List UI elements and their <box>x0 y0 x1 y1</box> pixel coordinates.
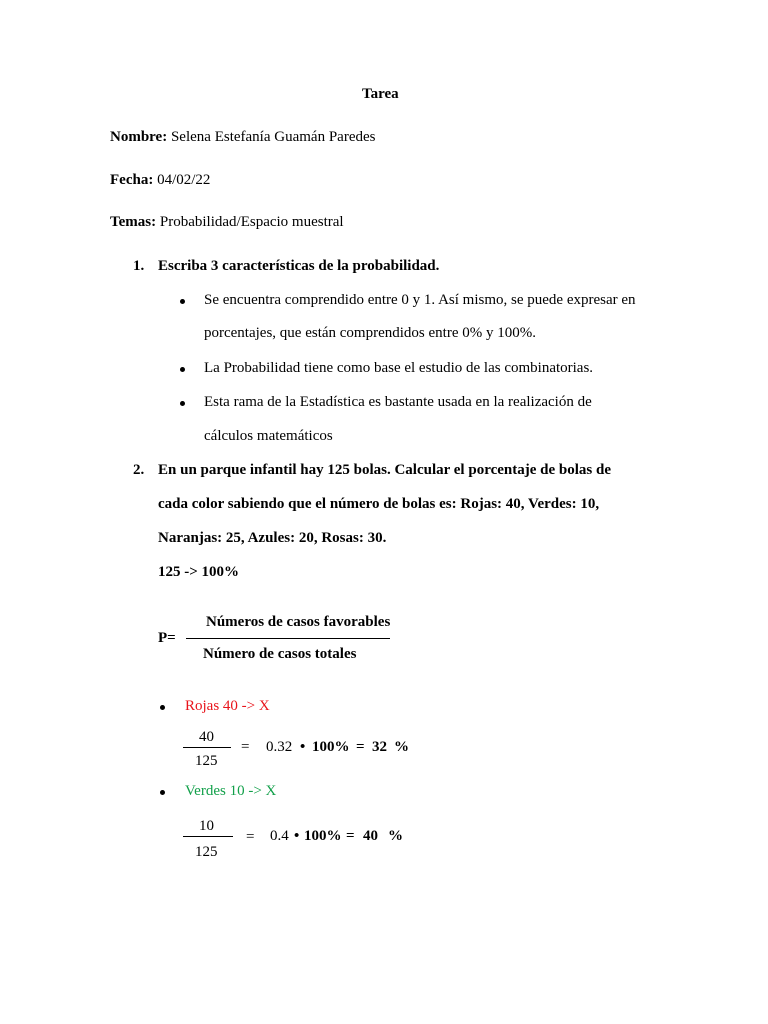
verdes-percent: % <box>388 828 403 844</box>
q1-bullet-3-line2: cálculos matemáticos <box>204 428 333 444</box>
temas-label: Temas: <box>110 214 157 230</box>
bullet-icon <box>160 790 165 795</box>
rojas-equals: = <box>241 739 250 755</box>
temas-row <box>110 215 344 230</box>
fraction-bar <box>183 836 233 837</box>
q2-line4: 125 -> 100% <box>158 564 240 580</box>
formula-lhs: P= <box>158 630 176 646</box>
verdes-numerator: 10 <box>199 818 214 834</box>
rojas-numerator: 40 <box>199 729 214 745</box>
rojas-result: 32 <box>372 739 387 755</box>
verdes-label: Verdes 10 -> X <box>185 783 277 799</box>
bullet-icon <box>160 705 165 710</box>
rojas-equals-2: = <box>356 739 365 755</box>
verdes-result: 40 <box>363 828 378 844</box>
bullet-icon <box>180 401 185 406</box>
q1-bullet-3-line1: Esta rama de la Estadística es bastante usada en la realización de <box>204 394 592 410</box>
fecha-value: 04/02/22 <box>157 172 211 188</box>
q1-number: 1. <box>133 258 145 274</box>
rojas-ratio: 0.32 <box>266 739 293 755</box>
fraction-bar <box>186 638 390 639</box>
temas-value: Probabilidad/Espacio muestral <box>159 214 344 230</box>
fecha-label: Fecha: <box>110 172 154 188</box>
q2-line1: En un parque infantil hay 125 bolas. Calcular el porcentaje de bolas de <box>158 462 611 478</box>
nombre-label: Nombre: <box>110 129 168 145</box>
page-title: Tarea <box>362 86 399 102</box>
q2-number: 2. <box>133 462 145 478</box>
verdes-hundred-percent: 100% <box>304 828 342 844</box>
q2-line2: cada color sabiendo que el número de bolas es: Rojas: 40, Verdes: 10, <box>158 496 600 512</box>
q1-text: Escriba 3 características de la probabilidad. <box>158 258 440 274</box>
verdes-equals-2: = <box>346 828 355 844</box>
rojas-denominator: 125 <box>195 753 218 769</box>
verdes-equals: = <box>246 829 255 845</box>
rojas-percent: % <box>394 739 409 755</box>
q1-bullet-1-line1: Se encuentra comprendido entre 0 y 1. Así mismo, se puede expresar en <box>204 292 636 308</box>
bullet-icon <box>180 299 185 304</box>
q2-line3: Naranjas: 25, Azules: 20, Rosas: 30. <box>158 530 387 546</box>
q1-bullet-2: La Probabilidad tiene como base el estudio de las combinatorias. <box>204 360 594 376</box>
q1-bullet-1-line2: porcentajes, que están comprendidos entre 0% y 100%. <box>204 325 536 341</box>
verdes-denominator: 125 <box>195 844 218 860</box>
formula-denominator: Número de casos totales <box>203 646 357 662</box>
rojas-hundred-percent: 100% <box>312 739 350 755</box>
verdes-ratio: 0.4 <box>270 828 289 844</box>
bullet-icon <box>180 367 185 372</box>
nombre-row <box>110 130 375 145</box>
multiply-dot: • <box>300 739 306 755</box>
formula-numerator: Números de casos favorables <box>206 614 391 630</box>
multiply-dot: • <box>294 828 300 844</box>
rojas-label: Rojas 40 -> X <box>185 698 270 714</box>
nombre-value: Selena Estefanía Guamán Paredes <box>170 129 376 145</box>
fraction-bar <box>183 747 231 748</box>
fecha-row <box>110 173 210 188</box>
